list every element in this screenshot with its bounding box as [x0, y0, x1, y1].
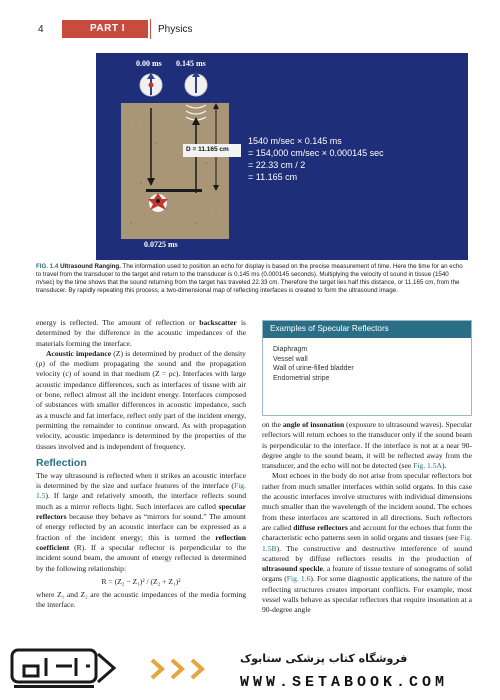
paragraph	[36, 349, 246, 452]
paragraph	[262, 420, 472, 471]
time-label-start: 0.00 ms	[136, 59, 162, 68]
left-column	[36, 318, 246, 611]
calc-line-4: = 11.165 cm	[248, 172, 298, 182]
text: ).	[442, 461, 447, 471]
publisher-url: WWW.SETABOOK.COM	[240, 674, 449, 691]
calculation-block	[248, 135, 384, 183]
calc-line-1: 1540 m/sec × 0.145 ms	[248, 136, 342, 146]
text: (exposure to ultrasound waves). Specular reflectors will return echoes to the transducer only if the sound beam is perpendicular to the interface. If the interface is not at a near 90-degree angle to the sound beam, it will be reflected away from the transducer, and the echo will not be detected (see	[262, 420, 472, 471]
list-item: Endometrial stripe	[273, 374, 330, 382]
ultrasound-ranging-figure	[96, 53, 468, 260]
time-label-return: 0.145 ms	[176, 59, 206, 68]
calc-line-2: = 154,000 cm/sec × 0.000145 sec	[248, 148, 384, 158]
term-angle-of-insonation: angle of insonation	[282, 420, 345, 429]
text: ). The constructive and destructive interference of sound scattered by diffuse reflectors results in the production of	[262, 543, 472, 563]
paragraph	[36, 471, 246, 574]
publisher-banner	[0, 638, 500, 700]
text: (Z) is determined by product of the density (ρ) of the medium propagating the sound and the propagation velocity (c) of sound in that medium (Z = ρc). Interfaces with large acoustic impedance differences, such as interfaces of tissue with air or bone, reflect almost all the incident energy. Interfaces composed of substances with smaller differences in acoustic impedance, such as a muscle and fat interface, reflect only part of the incident energy, permitting the remainder to continue onward. As with propagation velocity, acoustic impedance is determined by the properties of the tissues involved and is independent of frequency.	[36, 348, 246, 451]
list-item: Diaphragm	[273, 346, 308, 353]
caption-label: FIG. 1.4	[36, 263, 59, 270]
figure-link[interactable]: Fig. 1.5A	[413, 461, 442, 471]
text: ). For some diagnostic applications, the nature of the reflecting structures creates important conflicts. For example, most vessel walls behave as specular reflectors that require insonation at a 90-degree angle	[262, 574, 472, 615]
header-divider	[150, 19, 151, 39]
text: energy is reflected. The amount of reflection or	[36, 318, 200, 327]
setabook-logo	[10, 644, 128, 694]
section-heading-reflection: Reflection	[36, 456, 87, 469]
part-label: PART I	[90, 23, 126, 34]
list-item: Vessel wall	[273, 355, 308, 363]
figure-link[interactable]: Fig. 1.5B	[262, 533, 472, 553]
specular-reflectors-box	[262, 320, 472, 416]
page-header	[0, 0, 500, 46]
text: on the	[262, 420, 283, 429]
term-backscatter: backscatter	[199, 318, 237, 327]
text: , a feature of tissue texture of sonograms of solid organs (	[262, 564, 472, 584]
distance-label: D = 11.165 cm	[186, 146, 229, 153]
caption-text: The information used to position an echo for display is based on the precise measurement of time. Here the time for an echo to travel from the transducer to the target and return to the transducer is 0.145 ms (0.000145 seconds). Multiplying the velocity of sound in tissue (1540 m/sec) by the time shows that the sound returning from the target has traveled 22.33 cm. Therefore the target lies half this distance, or 11.165 cm, from the transducer. By rapidly repeating this process, a two-dimensional map of reflecting interfaces is created to form the ultrasound image.	[36, 263, 463, 295]
text: ). If large and relatively smooth, the interface reflects sound much as a mirror reflects light. Such interfaces are called	[36, 491, 246, 511]
text: The way ultrasound is reflected when it strikes an acoustic interface is determined by the size and surface features of the interface (	[36, 470, 246, 491]
text: because they behave as “mirrors for sound.” The amount of energy reflected by an acoustic interface can be expressed as a fraction of the incident energy; this is termed the	[36, 512, 246, 542]
text: (R). If a specular reflector is perpendicular to the incident sound beam, the amount of energy reflected is determined by the following relationship:	[36, 542, 246, 573]
section-title: Physics	[158, 24, 193, 35]
box-title: Examples of Specular Reflectors	[263, 321, 471, 338]
figure-caption	[36, 263, 466, 295]
term-ultrasound-speckle: ultrasound speckle	[262, 564, 324, 574]
right-column	[262, 420, 472, 616]
text: and account for the echoes that form the characteristic echo patterns seen in solid organs and tissues (see	[262, 522, 473, 543]
calc-line-3: = 22.33 cm / 2	[248, 160, 306, 170]
publisher-name: فروشگاه کتاب پزشکی ستابوک	[240, 652, 408, 665]
term-specular-reflectors: specular reflectors	[36, 501, 246, 522]
box-list	[263, 338, 471, 390]
caption-title: Ultrasound Ranging.	[60, 263, 121, 270]
term-reflection-coefficient: reflection coefficient	[36, 532, 246, 552]
term-diffuse-reflectors: diffuse reflectors	[293, 522, 348, 532]
term-acoustic-impedance: Acoustic impedance	[46, 348, 112, 358]
paragraph: where Z₁ and Z₂ are the acoustic impedances of the media forming the interface.	[36, 590, 246, 610]
chevron-icon	[150, 658, 220, 680]
page-number: 4	[38, 24, 44, 35]
part-band	[62, 20, 148, 38]
text: Most echoes in the body do not arise from specular reflectors but rather from much smaller interfaces within solid organs. In this case the acoustic interfaces involve structures with individual dimensions much smaller than the wavelength of the incident sound. The echoes from these interfaces are scattered in all directions. Such reflectors are called	[262, 471, 472, 532]
reflection-formula: R = (Z₂ − Z₁)² / (Z₂ + Z₁)²	[101, 576, 181, 586]
paragraph	[36, 318, 246, 349]
time-label-target: 0.0725 ms	[144, 240, 178, 249]
paragraph	[262, 471, 472, 615]
list-item: Wall of urine-filled bladder	[273, 365, 354, 372]
text: is determined by the difference in the acoustic impedances of the materials forming the interface.	[36, 318, 247, 348]
figure-link[interactable]: Fig. 1.5	[36, 481, 246, 501]
figure-link[interactable]: Fig. 1.6	[286, 574, 311, 584]
